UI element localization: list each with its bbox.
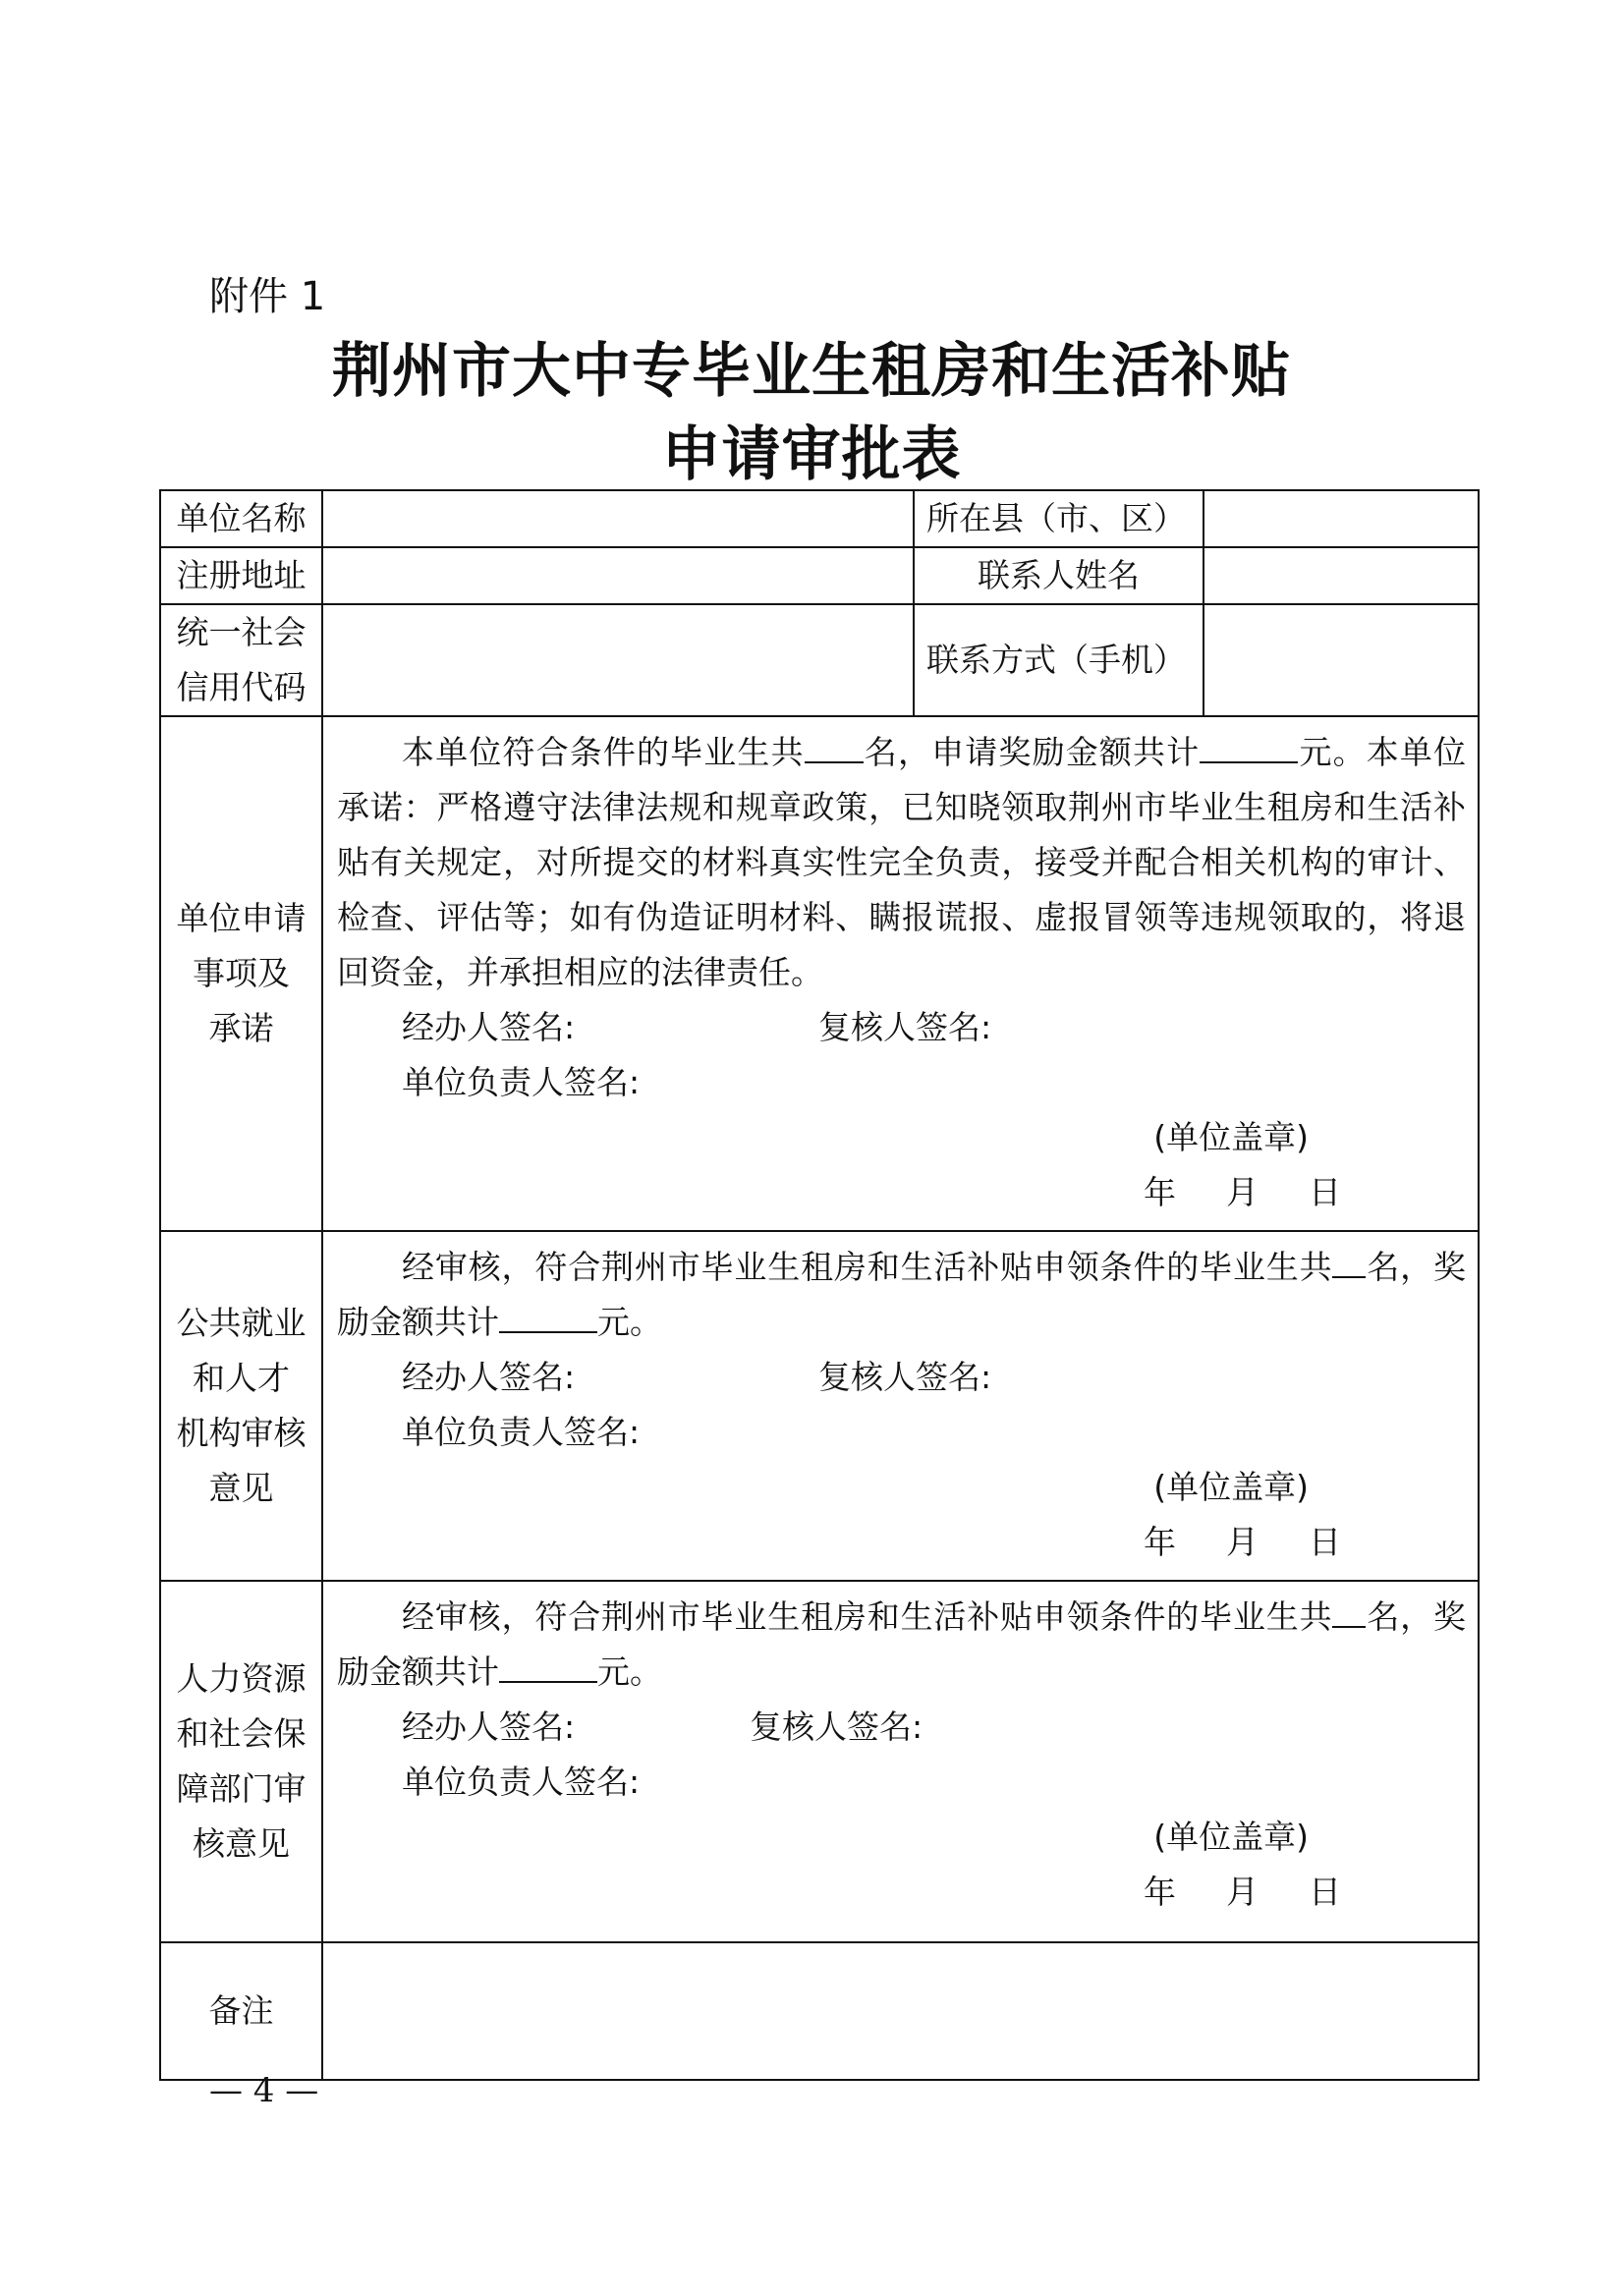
date-year: 年 xyxy=(1144,1873,1176,1911)
page-number: — 4 — xyxy=(209,2071,319,2110)
unit-seal-label: (单位盖章) xyxy=(1153,1468,1309,1506)
label-credit-code-line2: 信用代码 xyxy=(176,668,307,706)
form-title-line2: 申请审批表 xyxy=(661,420,962,489)
label-line: 人力资源 xyxy=(176,1659,307,1698)
row-unit-name xyxy=(160,490,1479,547)
date-year: 年 xyxy=(1144,1173,1176,1211)
label-line: 事项及 xyxy=(193,954,290,992)
date-line xyxy=(337,1515,1466,1570)
signature-line xyxy=(337,1000,1466,1055)
label-line: 和社会保 xyxy=(176,1714,307,1753)
label-line: 承诺 xyxy=(208,1009,274,1047)
unit-seal-label: (单位盖章) xyxy=(1153,1818,1309,1856)
date-day: 日 xyxy=(1309,1523,1341,1561)
label-line: 核意见 xyxy=(193,1824,290,1863)
label-line: 和人才 xyxy=(193,1359,290,1397)
label-line: 机构审核 xyxy=(176,1414,307,1452)
leader-signature-label: 单位负责人签名: xyxy=(402,1063,641,1101)
unit-commitment-text: 本单位符合条件的毕业生共 名，申请奖励金额共计 元。本单位承诺：严格遵守法律法规和规章政策，已知晓领取荆州市毕业生租房和生活补贴有关规定，对所提交的材料真实性完全负责，接受并配合相关机构的审计、检查、评估等；如有伪造证明材料、瞒报谎报、虚报冒领等违规领取的，将退回资金，并承担相应的法律责任。 xyxy=(337,725,1466,1000)
row-address xyxy=(160,547,1479,604)
hr-review-text: 经审核，符合荆州市毕业生租房和生活补贴申领条件的毕业生共 名，奖励金额共计 元。 xyxy=(337,1590,1466,1700)
label-unit-name: 单位名称 xyxy=(160,490,322,547)
unit-seal-label: (单位盖章) xyxy=(1153,1118,1309,1156)
field-credit-code[interactable] xyxy=(322,604,914,716)
row-public-employment-review xyxy=(160,1231,1479,1581)
label-line: 障部门审 xyxy=(176,1769,307,1808)
graduate-count-blank[interactable] xyxy=(1332,1595,1366,1628)
label-county: 所在县（市、区） xyxy=(914,490,1203,547)
form-title-line1: 荆州市大中专毕业生租房和生活补贴 xyxy=(332,337,1291,406)
field-registered-address[interactable] xyxy=(322,547,914,604)
leader-signature-label: 单位负责人签名: xyxy=(402,1763,641,1801)
label-line: 单位申请 xyxy=(176,899,307,937)
application-form-table xyxy=(159,489,1480,2081)
field-county[interactable] xyxy=(1203,490,1479,547)
amount-blank[interactable] xyxy=(1200,730,1298,763)
signature-line xyxy=(337,1700,1466,1755)
label-contact-phone: 联系方式（手机） xyxy=(914,604,1203,716)
field-contact-name[interactable] xyxy=(1203,547,1479,604)
label-hr-review xyxy=(160,1581,322,1942)
hr-review-content xyxy=(322,1581,1479,1942)
label-line: 公共就业 xyxy=(176,1304,307,1342)
date-month: 月 xyxy=(1226,1873,1259,1911)
reviewer-signature-label: 复核人签名: xyxy=(818,1008,992,1046)
handler-signature-label: 经办人签名: xyxy=(402,1358,576,1396)
field-unit-name[interactable] xyxy=(322,490,914,547)
handler-signature-label: 经办人签名: xyxy=(402,1008,576,1046)
row-unit-application xyxy=(160,716,1479,1231)
amount-blank[interactable] xyxy=(499,1300,597,1333)
label-remarks: 备注 xyxy=(160,1942,322,2080)
field-remarks[interactable] xyxy=(322,1942,1479,2080)
label-public-employment-review xyxy=(160,1231,322,1581)
label-contact-name: 联系人姓名 xyxy=(914,547,1203,604)
reviewer-signature-label: 复核人签名: xyxy=(818,1358,992,1396)
date-day: 日 xyxy=(1309,1173,1341,1211)
label-line: 意见 xyxy=(208,1469,274,1507)
label-unit-application xyxy=(160,716,322,1231)
label-registered-address: 注册地址 xyxy=(160,547,322,604)
label-credit-code-line1: 统一社会 xyxy=(176,613,307,651)
amount-blank[interactable] xyxy=(499,1650,597,1683)
public-employment-review-content xyxy=(322,1231,1479,1581)
row-credit-code xyxy=(160,604,1479,716)
field-contact-phone[interactable] xyxy=(1203,604,1479,716)
date-line xyxy=(337,1865,1466,1920)
public-review-text: 经审核，符合荆州市毕业生租房和生活补贴申领条件的毕业生共 名，奖励金额共计 元。 xyxy=(337,1240,1466,1350)
date-month: 月 xyxy=(1226,1173,1259,1211)
attachment-label: 附件 1 xyxy=(209,274,326,319)
graduate-count-blank[interactable] xyxy=(1332,1245,1366,1278)
date-day: 日 xyxy=(1309,1873,1341,1911)
date-month: 月 xyxy=(1226,1523,1259,1561)
leader-signature-label: 单位负责人签名: xyxy=(402,1413,641,1451)
label-credit-code xyxy=(160,604,322,716)
signature-line xyxy=(337,1350,1466,1405)
reviewer-signature-label: 复核人签名: xyxy=(750,1708,923,1746)
graduate-count-blank[interactable] xyxy=(805,730,864,763)
unit-application-content xyxy=(322,716,1479,1231)
handler-signature-label: 经办人签名: xyxy=(402,1708,576,1746)
row-remarks xyxy=(160,1942,1479,2080)
date-line xyxy=(337,1165,1466,1220)
row-hr-review xyxy=(160,1581,1479,1942)
date-year: 年 xyxy=(1144,1523,1176,1561)
